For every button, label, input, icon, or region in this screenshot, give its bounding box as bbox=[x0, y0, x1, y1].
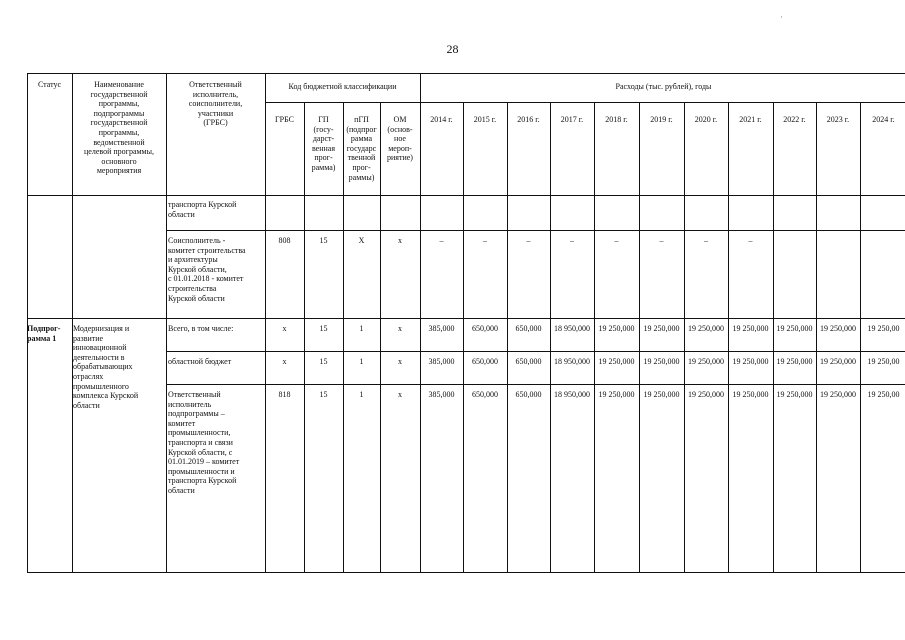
expense-cell: 19 250,000 bbox=[643, 390, 680, 399]
expense-cell: – bbox=[483, 236, 487, 245]
gp-cell: 15 bbox=[319, 357, 328, 366]
responsible-cell: областной бюджет bbox=[168, 357, 232, 366]
table-rule bbox=[728, 102, 729, 572]
expense-cell: 385,000 bbox=[428, 324, 455, 333]
gp-cell: 15 bbox=[319, 390, 328, 399]
table-rule bbox=[27, 73, 905, 74]
om-header: ОМ (основ- ное мероп- риятие) bbox=[387, 115, 413, 163]
expense-cell: 650,000 bbox=[472, 324, 498, 333]
expense-cell: 19 250,000 bbox=[776, 324, 813, 333]
expense-cell: – bbox=[659, 236, 664, 245]
year-header: 2023 г. bbox=[826, 115, 850, 124]
table-rule bbox=[166, 384, 905, 385]
table-rule bbox=[507, 102, 508, 572]
gp-cell: 15 bbox=[319, 236, 328, 245]
grbs-cell: х bbox=[282, 324, 287, 333]
table-rule bbox=[380, 102, 381, 572]
expense-cell: 19 250,000 bbox=[776, 390, 813, 399]
grbs-header: ГРБС bbox=[275, 115, 294, 124]
year-header: 2016 г. bbox=[517, 115, 540, 124]
expense-cell: 385,000 bbox=[428, 357, 455, 366]
expense-cell: 19 250,00 bbox=[867, 324, 900, 333]
expense-cell: 19 250,000 bbox=[688, 357, 724, 366]
expense-cell: 19 250,000 bbox=[820, 324, 856, 333]
expenses-header: Расходы (тыс. рублей), годы bbox=[615, 82, 712, 91]
table-rule bbox=[684, 102, 685, 572]
om-cell: х bbox=[398, 390, 402, 399]
table-rule bbox=[816, 102, 817, 572]
table-rule bbox=[860, 102, 861, 572]
expense-cell: 19 250,000 bbox=[643, 357, 680, 366]
expense-cell: 650,000 bbox=[515, 390, 542, 399]
expense-cell: – bbox=[704, 236, 708, 245]
name-header: Наименование государственной программы, подпрограммы государственной программы, ведомственной целевой программы, основного мероприятия bbox=[84, 80, 154, 176]
pgp-cell: 1 bbox=[359, 357, 364, 366]
table-rule bbox=[166, 230, 905, 231]
table-rule bbox=[639, 102, 640, 572]
table-rule bbox=[773, 102, 774, 572]
year-header: 2024 г. bbox=[872, 115, 895, 124]
expense-cell: 19 250,000 bbox=[820, 390, 856, 399]
pgp-cell: 1 bbox=[359, 324, 364, 333]
responsible-cell: Всего, в том числе: bbox=[168, 324, 234, 333]
gp-cell: 15 bbox=[319, 324, 328, 333]
om-cell: х bbox=[398, 357, 402, 366]
page-number: 28 bbox=[446, 42, 459, 56]
expense-cell: 19 250,000 bbox=[688, 390, 724, 399]
grbs-cell: 808 bbox=[278, 236, 291, 245]
subprogram-name: Модернизация и развитие инновационной деятельности в обрабатывающих отраслях промышленного комплекса Курской области bbox=[73, 324, 139, 410]
pgp-header: пГП (подпрог рамма государс твенной прог- раммы) bbox=[346, 115, 377, 182]
table-rule bbox=[27, 73, 28, 572]
expense-cell: 385,000 bbox=[428, 390, 455, 399]
table-rule bbox=[265, 102, 905, 103]
year-header: 2015 г. bbox=[473, 115, 497, 124]
grbs-cell: 818 bbox=[278, 390, 291, 399]
expense-cell: 19 250,000 bbox=[598, 390, 635, 399]
subprogram-status: Подпрог- рамма 1 bbox=[27, 324, 61, 343]
expense-cell: – bbox=[570, 236, 574, 245]
responsible-cell: транспорта Курской области bbox=[168, 200, 237, 219]
responsible-cell: Ответственный исполнитель подпрограммы – комитет промышленности, транспорта и связи Курской области, с 01.01.2019 – комитет промышленности и транспорта Курской области bbox=[168, 390, 240, 495]
expense-cell: 18 950,000 bbox=[554, 324, 590, 333]
gp-header: ГП (госу- дарст- венная прог- рамма) bbox=[311, 115, 336, 172]
expense-cell: 19 250,00 bbox=[867, 390, 900, 399]
om-cell: х bbox=[398, 236, 402, 245]
expense-cell: 19 250,000 bbox=[732, 357, 769, 366]
table-rule bbox=[166, 73, 167, 572]
expense-cell: 19 250,000 bbox=[598, 324, 635, 333]
year-header: 2018 г. bbox=[605, 115, 628, 124]
table-rule bbox=[420, 73, 421, 572]
expense-cell: 18 950,000 bbox=[554, 390, 590, 399]
responsible-header: Ответственный исполнитель, соисполнители, участники (ГРБС) bbox=[188, 80, 243, 128]
expense-cell: 19 250,000 bbox=[820, 357, 856, 366]
table-rule bbox=[463, 102, 464, 572]
responsible-cell: Соисполнитель - комитет строительства и архитектуры Курской области, с 01.01.2018 - комитет строительства Курской области bbox=[168, 236, 246, 303]
expense-cell: – bbox=[439, 236, 444, 245]
expense-cell: 18 950,000 bbox=[554, 357, 590, 366]
expense-cell: 19 250,000 bbox=[598, 357, 635, 366]
expense-cell: 650,000 bbox=[472, 357, 498, 366]
year-header: 2014 г. bbox=[430, 115, 453, 124]
expense-cell: 19 250,000 bbox=[688, 324, 724, 333]
table-rule bbox=[27, 572, 905, 573]
expense-cell: 19 250,000 bbox=[732, 324, 769, 333]
year-header: 2021 г. bbox=[739, 115, 762, 124]
expense-cell: – bbox=[614, 236, 619, 245]
year-header: 2020 г. bbox=[694, 115, 718, 124]
year-header: 2019 г. bbox=[650, 115, 673, 124]
pgp-cell: 1 bbox=[359, 390, 364, 399]
grbs-cell: х bbox=[282, 357, 287, 366]
pgp-cell: Х bbox=[358, 236, 365, 245]
expense-cell: 19 250,000 bbox=[643, 324, 680, 333]
expense-cell: 650,000 bbox=[515, 324, 542, 333]
budget-code-header: Код бюджетной классификации bbox=[288, 82, 397, 91]
table-rule bbox=[594, 102, 595, 572]
corner-mark: · bbox=[780, 12, 783, 22]
year-header: 2017 г. bbox=[560, 115, 584, 124]
expense-cell: 19 250,00 bbox=[867, 357, 900, 366]
table-rule bbox=[550, 102, 551, 572]
expense-cell: 19 250,000 bbox=[732, 390, 769, 399]
om-cell: х bbox=[398, 324, 402, 333]
status-header: Статус bbox=[37, 80, 62, 89]
table-rule bbox=[265, 73, 266, 572]
expense-cell: – bbox=[526, 236, 531, 245]
year-header: 2022 г. bbox=[783, 115, 806, 124]
expense-cell: 650,000 bbox=[472, 390, 498, 399]
expense-cell: 650,000 bbox=[515, 357, 542, 366]
expense-cell: 19 250,000 bbox=[776, 357, 813, 366]
table-rule bbox=[166, 351, 905, 352]
expense-cell: – bbox=[748, 236, 753, 245]
